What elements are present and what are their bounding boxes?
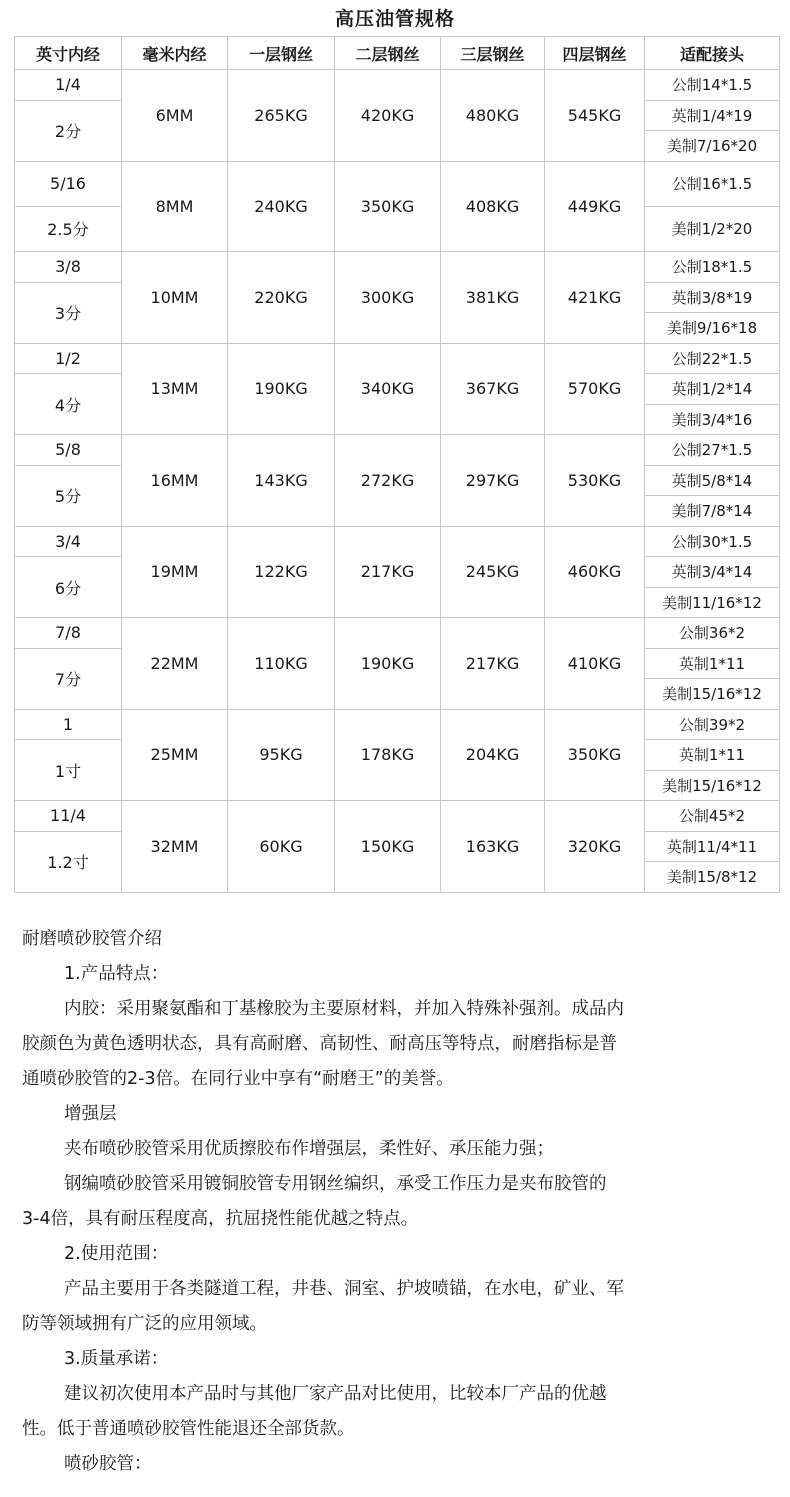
cell-fen: 6分 [15,557,122,618]
cell-fen: 5分 [15,465,122,526]
cell-fitting: 英制3/4*14 [645,557,780,588]
cell-fitting: 公制18*1.5 [645,252,780,283]
cell-layer4: 410KG [545,618,645,710]
cell-layer4: 449KG [545,161,645,252]
cell-layer1: 60KG [228,801,335,893]
cell-inch: 3/4 [15,526,122,557]
cell-layer3: 163KG [441,801,545,893]
quality-line-1: 建议初次使用本产品时与其他厂家产品对比使用，比较本厂产品的优越 [64,1384,607,1404]
cell-fitting: 英制1/4*19 [645,100,780,131]
cell-mm: 19MM [122,526,228,618]
table-row [15,435,780,466]
cell-fitting: 美制11/16*12 [645,587,780,618]
cell-inch: 11/4 [15,801,122,832]
cell-layer3: 480KG [441,70,545,162]
cell-fen: 4分 [15,374,122,435]
cell-layer2: 300KG [335,252,441,344]
cell-layer2: 178KG [335,709,441,801]
table-body [15,70,780,893]
cell-layer4: 350KG [545,709,645,801]
cell-fitting: 美制7/16*20 [645,131,780,162]
cell-fitting: 英制1/2*14 [645,374,780,405]
usage-heading: 2.使用范围： [64,1244,169,1264]
cell-mm: 22MM [122,618,228,710]
cell-mm: 32MM [122,801,228,893]
table-row [15,618,780,649]
cell-layer1: 190KG [228,343,335,435]
usage-line-2: 防等领域拥有广泛的应用领域。 [22,1314,267,1334]
table-row [15,252,780,283]
cell-layer3: 367KG [441,343,545,435]
header-layer3: 三层钢丝 [441,37,545,70]
cell-fitting: 公制14*1.5 [645,70,780,101]
cell-layer1: 95KG [228,709,335,801]
cell-fitting: 公制36*2 [645,618,780,649]
cell-fitting: 英制1*11 [645,648,780,679]
cell-inch: 1/2 [15,343,122,374]
cell-layer2: 340KG [335,343,441,435]
cell-fitting: 公制30*1.5 [645,526,780,557]
cell-inch: 5/16 [15,161,122,206]
cell-layer4: 530KG [545,435,645,527]
cell-layer4: 460KG [545,526,645,618]
quality-line-2: 性。低于普通喷砂胶管性能退还全部货款。 [22,1419,355,1439]
table-row [15,526,780,557]
cell-layer2: 350KG [335,161,441,252]
reinforce-heading: 增强层 [64,1104,117,1124]
header-layer4: 四层钢丝 [545,37,645,70]
cell-layer4: 320KG [545,801,645,893]
cell-layer1: 143KG [228,435,335,527]
cell-fitting: 公制22*1.5 [645,343,780,374]
usage-line-1: 产品主要用于各类隧道工程，井巷、洞室、护坡喷锚，在水电，矿业、军 [64,1279,624,1299]
cell-fitting: 美制1/2*20 [645,206,780,251]
header-layer1: 一层钢丝 [228,37,335,70]
sandblast-hose-heading: 喷砂胶管： [64,1454,152,1474]
inner-paragraph-line-2: 胶颜色为黄色透明状态，具有高耐磨、高韧性、耐高压等特点，耐磨指标是普 [22,1034,617,1054]
cell-layer3: 217KG [441,618,545,710]
cell-layer2: 272KG [335,435,441,527]
cell-layer3: 245KG [441,526,545,618]
header-mm: 毫米内经 [122,37,228,70]
cell-layer3: 297KG [441,435,545,527]
cell-fitting: 英制1*11 [645,740,780,771]
cell-layer2: 420KG [335,70,441,162]
cell-fitting: 英制11/4*11 [645,831,780,862]
cell-layer4: 545KG [545,70,645,162]
cell-fen: 2.5分 [15,206,122,251]
table-row [15,801,780,832]
cell-fitting: 公制16*1.5 [645,161,780,206]
cell-fitting: 公制27*1.5 [645,435,780,466]
inner-paragraph-line-1: 内胶：采用聚氨酯和丁基橡胶为主要原材料，并加入特殊补强剂。成品内 [64,999,624,1019]
header-layer2: 二层钢丝 [335,37,441,70]
cell-fitting: 英制3/8*19 [645,282,780,313]
cell-mm: 8MM [122,161,228,252]
features-heading: 1.产品特点： [64,964,169,984]
cell-fitting: 美制15/8*12 [645,862,780,893]
reinforce-line-1: 夹布喷砂胶管采用优质擦胶布作增强层，柔性好、承压能力强； [64,1139,554,1159]
cell-mm: 13MM [122,343,228,435]
cell-layer3: 408KG [441,161,545,252]
cell-fitting: 英制5/8*14 [645,465,780,496]
cell-layer1: 122KG [228,526,335,618]
cell-inch: 3/8 [15,252,122,283]
cell-fitting: 公制39*2 [645,709,780,740]
cell-fen: 1寸 [15,740,122,801]
table-row [15,343,780,374]
cell-fitting: 美制3/4*16 [645,404,780,435]
table-row [15,70,780,101]
cell-inch: 7/8 [15,618,122,649]
cell-mm: 25MM [122,709,228,801]
table-header-row [15,37,780,70]
quality-heading: 3.质量承诺： [64,1349,169,1369]
table-row [15,709,780,740]
cell-layer3: 204KG [441,709,545,801]
cell-fitting: 美制15/16*12 [645,770,780,801]
header-inch: 英寸内经 [15,37,122,70]
cell-layer2: 217KG [335,526,441,618]
intro-section [22,922,782,1482]
table-row [15,161,780,206]
cell-mm: 16MM [122,435,228,527]
header-fitting: 适配接头 [645,37,780,70]
intro-heading: 耐磨喷砂胶管介绍 [22,929,162,949]
cell-layer1: 265KG [228,70,335,162]
cell-layer1: 240KG [228,161,335,252]
reinforce-line-3: 3-4倍，具有耐压程度高，抗屈挠性能优越之特点。 [22,1209,419,1229]
cell-mm: 10MM [122,252,228,344]
cell-inch: 1/4 [15,70,122,101]
cell-fen: 3分 [15,282,122,343]
cell-fen: 1.2寸 [15,831,122,892]
cell-layer1: 220KG [228,252,335,344]
cell-layer4: 570KG [545,343,645,435]
table-title: 高压油管规格 [334,8,455,30]
cell-layer2: 190KG [335,618,441,710]
cell-layer2: 150KG [335,801,441,893]
cell-inch: 1 [15,709,122,740]
cell-fitting: 美制9/16*18 [645,313,780,344]
cell-layer4: 421KG [545,252,645,344]
inner-paragraph-line-3: 通喷砂胶管的2-3倍。在同行业中享有“耐磨王”的美誉。 [22,1069,454,1089]
cell-fen: 7分 [15,648,122,709]
cell-fitting: 公制45*2 [645,801,780,832]
spec-table [14,36,780,893]
cell-fen: 2分 [15,100,122,161]
cell-inch: 5/8 [15,435,122,466]
cell-mm: 6MM [122,70,228,162]
cell-fitting: 美制7/8*14 [645,496,780,527]
cell-layer3: 381KG [441,252,545,344]
cell-fitting: 美制15/16*12 [645,679,780,710]
reinforce-line-2: 钢编喷砂胶管采用镀铜胶管专用钢丝编织，承受工作压力是夹布胶管的 [64,1174,607,1194]
cell-layer1: 110KG [228,618,335,710]
